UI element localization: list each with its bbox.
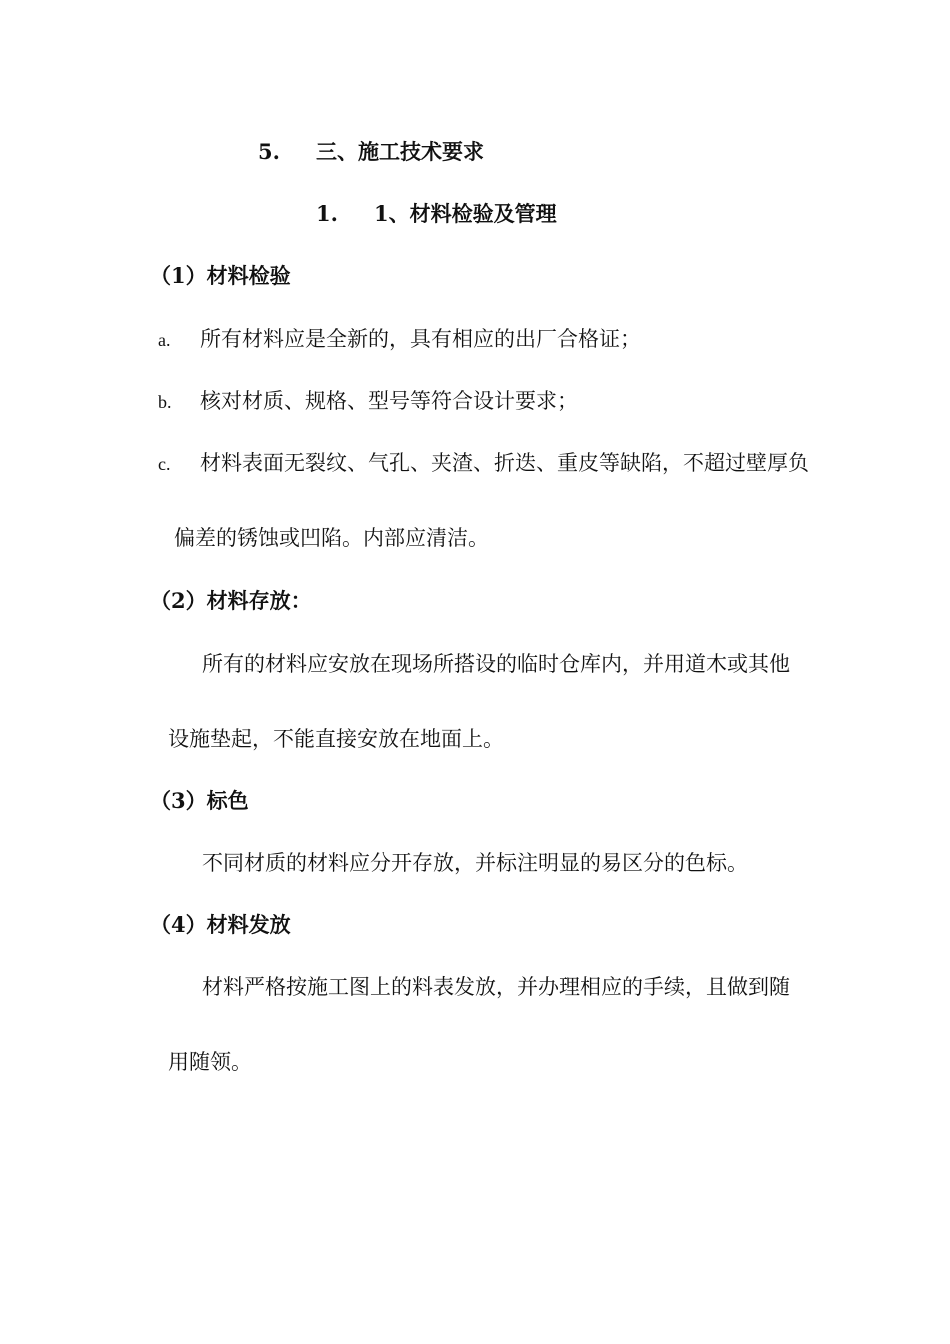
paragraph-line: 用随领。 (168, 1050, 252, 1074)
section-1-title: （1）材料检验 (150, 263, 291, 288)
heading-1-text: 三、施工技术要求 (316, 139, 484, 164)
list-item-text: 核对材质、规格、型号等符合设计要求； (200, 389, 578, 413)
heading-2 (316, 200, 557, 228)
list-item (158, 387, 578, 416)
section-2-title: （2）材料存放： (150, 588, 312, 613)
paragraph-line: 所有的材料应安放在现场所搭设的临时仓库内，并用道木或其他 (202, 652, 790, 676)
list-marker: b. (158, 392, 172, 412)
list-marker: c. (158, 454, 171, 474)
paragraph-line: 不同材质的材料应分开存放，并标注明显的易区分的色标。 (202, 851, 748, 875)
heading-2-text: 1、材料检验及管理 (374, 201, 557, 226)
list-item (158, 325, 641, 354)
heading-1-number: 5. (258, 139, 280, 164)
list-item-text: 所有材料应是全新的，具有相应的出厂合格证； (200, 327, 641, 351)
list-item-text: 材料表面无裂纹、气孔、夹渣、折迭、重皮等缺陷，不超过壁厚负 (200, 451, 809, 475)
section-3-title: （3）标色 (150, 788, 249, 813)
heading-1 (258, 138, 484, 166)
paragraph-line: 设施垫起，不能直接安放在地面上。 (168, 727, 504, 751)
list-item-continuation: 偏差的锈蚀或凹陷。内部应清洁。 (174, 526, 489, 550)
list-item (158, 449, 809, 478)
list-marker: a. (158, 330, 171, 350)
heading-2-number: 1. (316, 201, 338, 226)
paragraph-line: 材料严格按施工图上的料表发放，并办理相应的手续，且做到随 (202, 975, 790, 999)
section-4-title: （4）材料发放 (150, 912, 291, 937)
